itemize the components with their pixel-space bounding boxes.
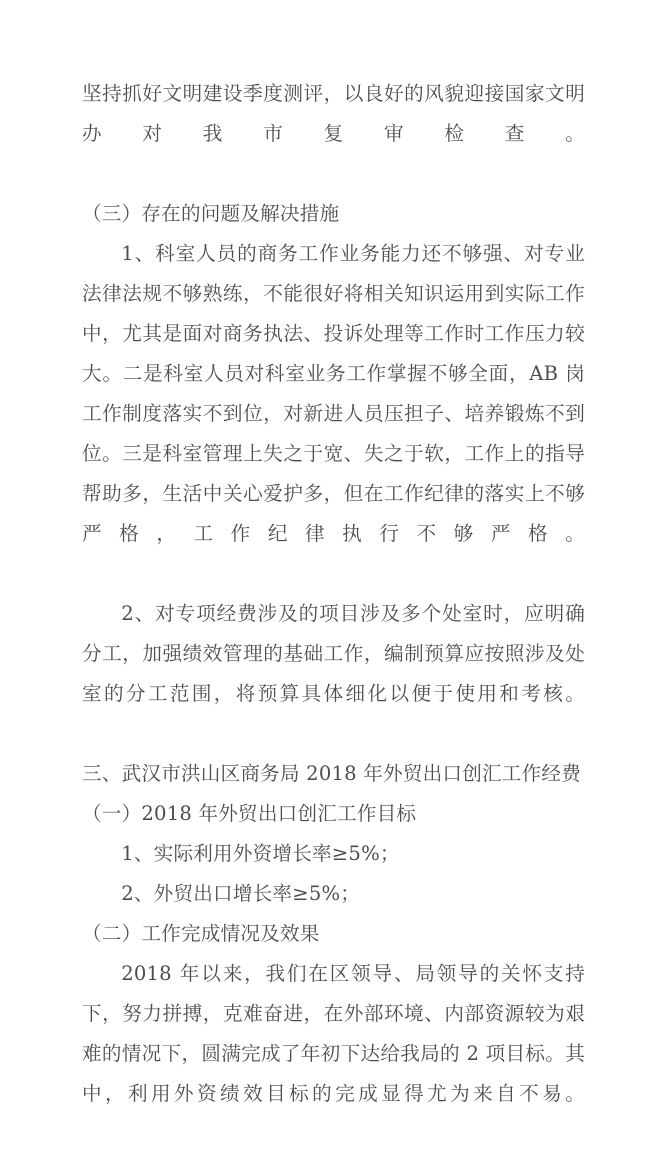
paragraph-continuation: 坚持抓好文明建设季度测评，以良好的风貌迎接国家文明办对我市复审检查。 <box>82 82 585 145</box>
goal-item-2: 2、外贸出口增长率≥5%； <box>121 882 361 905</box>
paragraph-completion-summary: 2018 年以来，我们在区领导、局领导的关怀支持下，努力拼搏，克难奋进，在外部环境、内部资源较为艰难的情况下，圆满完成了年初下达给我局的 2 项目标。其中，利用外资绩效目标的完成显得尤为来自不易。 <box>82 962 585 1105</box>
heading-section-3-problems: （三）存在的问题及解决措施 <box>82 202 340 225</box>
list-item-measures-2: 2、对专项经费涉及的项目涉及多个处室时，应明确分工，加强绩效管理的基础工作，编制预算应按照涉及处室的分工范围，将预算具体细化以便于使用和考核。 <box>82 602 585 705</box>
heading-subsection-one: （一）2018 年外贸出口创汇工作目标 <box>82 802 417 825</box>
heading-section-three: 三、武汉市洪山区商务局 2018 年外贸出口创汇工作经费 <box>82 762 581 785</box>
list-item-problems-1: 1、科室人员的商务工作业务能力还不够强、对专业法律法规不够熟练，不能很好将相关知识运用到实际工作中，尤其是面对商务执法、投诉处理等工作时工作压力较大。二是科室人员对科室业务工作掌握不够全面，AB 岗工作制度落实不到位，对新进人员压担子、培养锻炼不到位。三是科室管理上失之于宽、失之于软，工作上的指导帮助多，生活中关心爱护多，但在工作纪律的落实上不够严格，工作纪律执行不够严格。 <box>82 242 585 545</box>
document-body <box>82 74 585 1154</box>
heading-subsection-two: （二）工作完成情况及效果 <box>82 922 320 945</box>
goal-item-1: 1、实际利用外资增长率≥5%； <box>121 842 400 865</box>
